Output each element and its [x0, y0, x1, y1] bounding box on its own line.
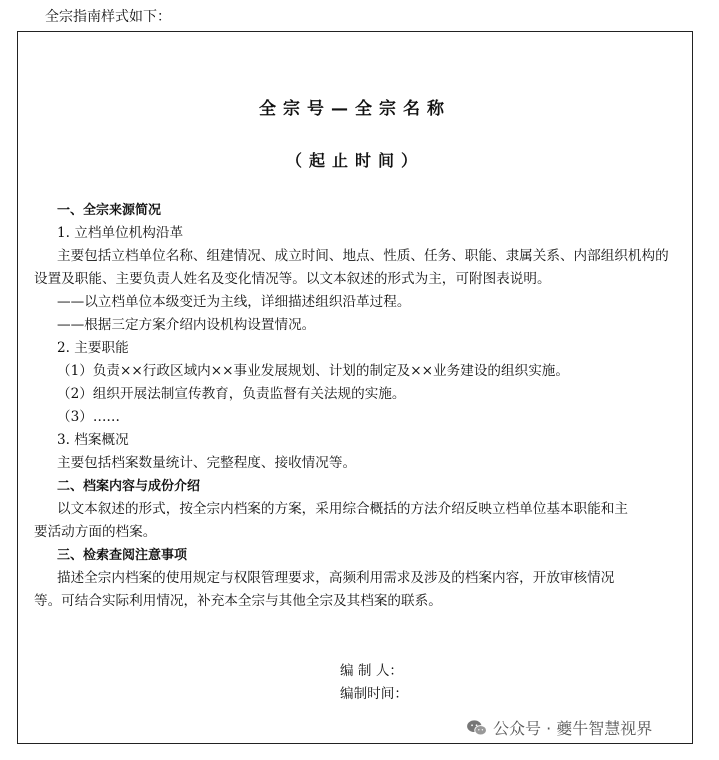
function-item-2: （2）组织开展法制宣传教育，负责监督有关法规的实施。 [57, 386, 406, 402]
wechat-icon [466, 719, 488, 737]
function-item-1: （1）负责××行政区域内××事业发展规划、计划的制定及××业务建设的组织实施。 [57, 363, 569, 379]
paragraph-1b: 设置及职能、主要负责人姓名及变化情况等。以文本叙述的形式为主，可附图表说明。 [34, 271, 551, 287]
guide-title: 全宗号—全宗名称 [259, 99, 451, 119]
subsection-1-3: 3. 档案概况 [57, 432, 129, 448]
guide-frame [17, 31, 693, 744]
watermark [466, 716, 652, 739]
function-item-3: （3）…… [57, 409, 121, 425]
signature-block [340, 660, 408, 706]
subsection-1-2: 2. 主要职能 [57, 340, 129, 356]
guide-body [18, 199, 692, 613]
guide-subtitle: （起止时间） [285, 151, 424, 170]
paragraph-5a: 描述全宗内档案的使用规定与权限管理要求，高频利用需求及涉及的档案内容，开放审核情况 [57, 570, 615, 586]
section-heading-1: 一、全宗来源简况 [57, 203, 162, 218]
paragraph-1d: ——根据三定方案介绍内设机构设置情况。 [57, 317, 316, 333]
paragraph-5b: 等。可结合实际利用情况，补充本全宗与其他全宗及其档案的联系。 [34, 593, 442, 609]
section-heading-3: 三、检索查阅注意事项 [57, 548, 188, 563]
paragraph-4b: 要活动方面的档案。 [34, 524, 157, 540]
author-label: 编 制 人： [340, 663, 404, 679]
watermark-text: 公众号 · 夔牛智慧视界 [493, 719, 653, 738]
paragraph-1c: ——以立档单位本级变迁为主线，详细描述组织沿革过程。 [57, 294, 411, 310]
section-heading-2: 二、档案内容与成份介绍 [57, 479, 201, 494]
subsection-1-1: 1. 立档单位机构沿革 [57, 225, 184, 241]
date-label: 编制时间： [340, 686, 408, 702]
paragraph-4a: 以文本叙述的形式，按全宗内档案的方案，采用综合概括的方法介绍反映立档单位基本职能和主 [57, 501, 628, 517]
intro-text: 全宗指南样式如下： [45, 9, 171, 25]
paragraph-1a: 主要包括立档单位名称、组建情况、成立时间、地点、性质、任务、职能、隶属关系、内部组织机构的 [57, 248, 669, 264]
paragraph-3: 主要包括档案数量统计、完整程度、接收情况等。 [57, 455, 357, 471]
